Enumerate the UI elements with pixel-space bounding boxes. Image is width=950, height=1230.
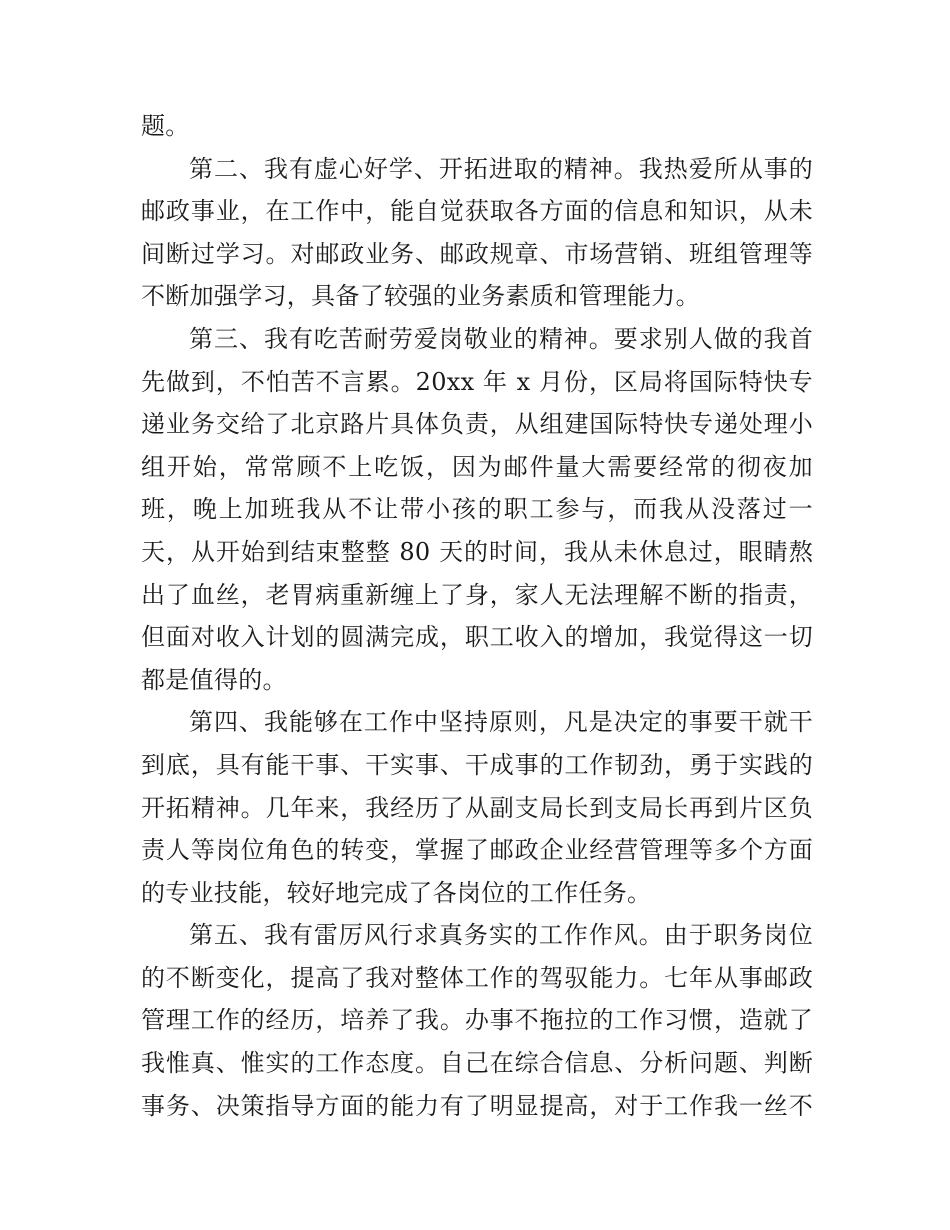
text-line: 组开始，常常顾不上吃饭，因为邮件量大需要经常的彻夜加 [141, 452, 813, 481]
text-line: 邮政事业，在工作中，能自觉获取各方面的信息和知识，从未 [141, 197, 813, 226]
text-line: 出了血丝，老胃病重新缠上了身，家人无法理解不断的指责， [141, 580, 813, 609]
text-line: 第五、我有雷厉风行求真务实的工作作风。由于职务岗位 [189, 921, 813, 950]
text-line: 班，晚上加班我从不让带小孩的职工参与，而我从没落过一 [141, 495, 813, 524]
text-line: 我惟真、惟实的工作态度。自己在综合信息、分析问题、判断 [141, 1049, 813, 1078]
text-line: 的专业技能，较好地完成了各岗位的工作任务。 [141, 878, 652, 907]
text-line: 责人等岗位角色的转变，掌握了邮政企业经营管理等多个方面 [141, 836, 813, 865]
text-line: 不断加强学习，具备了较强的业务素质和管理能力。 [141, 282, 700, 311]
text-line: 天，从开始到结束整整 80 天的时间，我从未休息过，眼睛熬 [141, 537, 813, 566]
text-line: 先做到，不怕苦不言累。20xx 年 x 月份，区局将国际特快专 [141, 367, 813, 396]
text-line: 的不断变化，提高了我对整体工作的驾驭能力。七年从事邮政 [141, 963, 813, 992]
text-line: 到底，具有能干事、干实事、干成事的工作韧劲，勇于实践的 [141, 750, 813, 779]
text-line: 都是值得的。 [141, 665, 287, 694]
text-line: 第三、我有吃苦耐劳爱岗敬业的精神。要求别人做的我首 [189, 324, 813, 353]
text-line: 管理工作的经历，培养了我。办事不拖拉的工作习惯，造就了 [141, 1006, 813, 1035]
text-line: 递业务交给了北京路片具体负责，从组建国际特快专递处理小 [141, 410, 813, 439]
text-line: 事务、决策指导方面的能力有了明显提高，对于工作我一丝不 [141, 1091, 813, 1120]
text-line: 第四、我能够在工作中坚持原则，凡是决定的事要干就干 [189, 708, 813, 737]
text-line: 间断过学习。对邮政业务、邮政规章、市场营销、班组管理等 [141, 239, 813, 268]
text-line: 开拓精神。几年来，我经历了从副支局长到支局长再到片区负 [141, 793, 813, 822]
document-body [141, 105, 813, 1127]
text-line: 但面对收入计划的圆满完成，职工收入的增加，我觉得这一切 [141, 623, 813, 652]
text-line: 题。 [141, 112, 190, 140]
text-line: 第二、我有虚心好学、开拓进取的精神。我热爱所从事的 [189, 154, 813, 183]
